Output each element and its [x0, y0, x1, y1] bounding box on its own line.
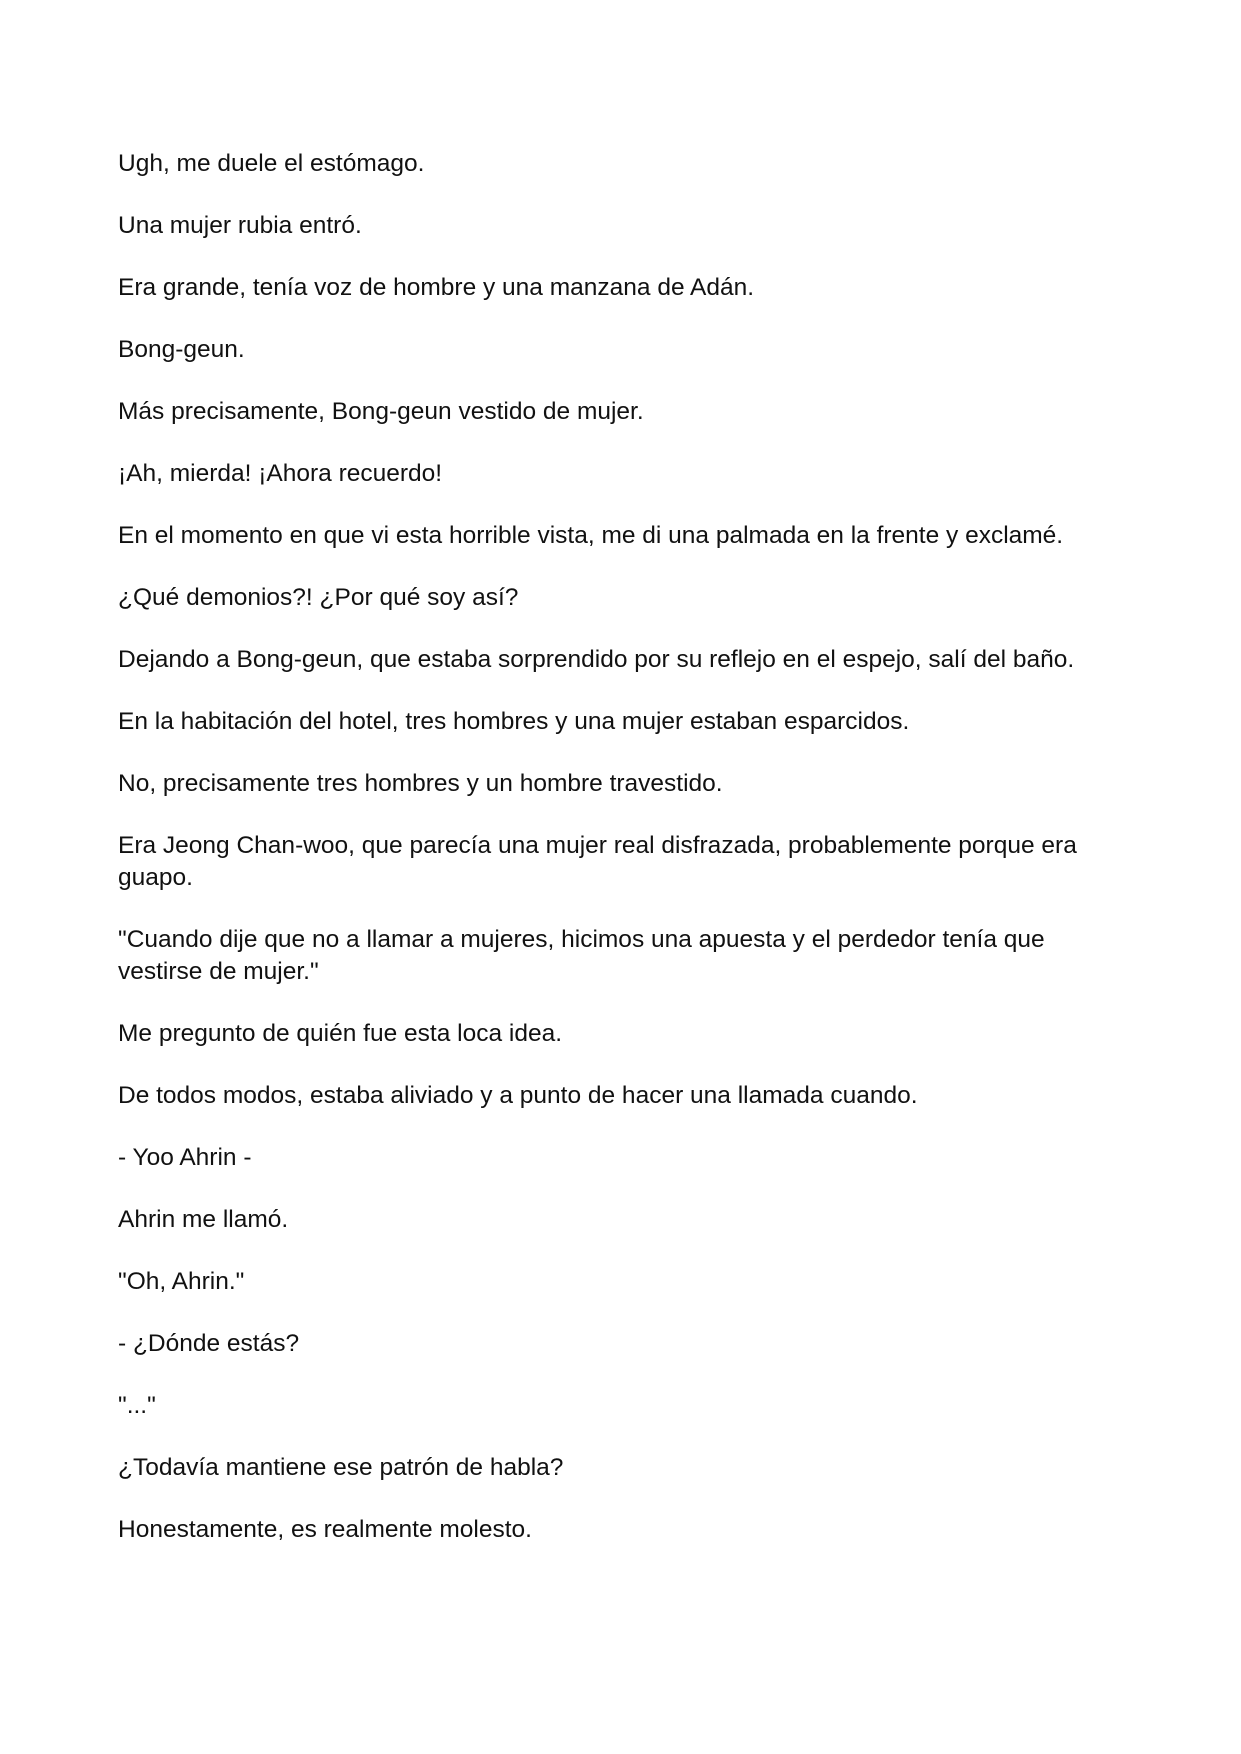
paragraph: Honestamente, es realmente molesto. — [118, 1516, 532, 1543]
paragraph: Ahrin me llamó. — [118, 1206, 289, 1233]
paragraph: - ¿Dónde estás? — [118, 1330, 300, 1357]
paragraph: Ugh, me duele el estómago. — [118, 150, 425, 177]
paragraph: ¿Qué demonios?! ¿Por qué soy así? — [118, 584, 519, 611]
paragraph: En la habitación del hotel, tres hombres y una mujer estaban esparcidos. — [118, 708, 910, 735]
document-body — [118, 148, 1128, 1576]
paragraph: ¡Ah, mierda! ¡Ahora recuerdo! — [118, 460, 443, 487]
paragraph: Más precisamente, Bong-geun vestido de mujer. — [118, 398, 644, 425]
paragraph: De todos modos, estaba aliviado y a punto de hacer una llamada cuando. — [118, 1082, 918, 1109]
paragraph: - Yoo Ahrin - — [118, 1144, 252, 1171]
paragraph: ¿Todavía mantiene ese patrón de habla? — [118, 1454, 564, 1481]
paragraph: "Oh, Ahrin." — [118, 1268, 245, 1295]
paragraph: "..." — [118, 1392, 156, 1419]
paragraph: Una mujer rubia entró. — [118, 212, 362, 239]
paragraph: Me pregunto de quién fue esta loca idea. — [118, 1020, 563, 1047]
paragraph: Era grande, tenía voz de hombre y una manzana de Adán. — [118, 274, 755, 301]
paragraph: No, precisamente tres hombres y un hombre travestido. — [118, 770, 723, 797]
paragraph: "Cuando dije que no a llamar a mujeres, hicimos una apuesta y el perdedor tenía que vestirse de mujer." — [118, 926, 1045, 985]
paragraph: Era Jeong Chan-woo, que parecía una mujer real disfrazada, probablemente porque era guapo. — [118, 832, 1077, 891]
paragraph: Dejando a Bong-geun, que estaba sorprendido por su reflejo en el espejo, salí del baño. — [118, 646, 1075, 673]
paragraph: En el momento en que vi esta horrible vista, me di una palmada en la frente y exclamé. — [118, 522, 1064, 549]
paragraph: Bong-geun. — [118, 336, 245, 363]
